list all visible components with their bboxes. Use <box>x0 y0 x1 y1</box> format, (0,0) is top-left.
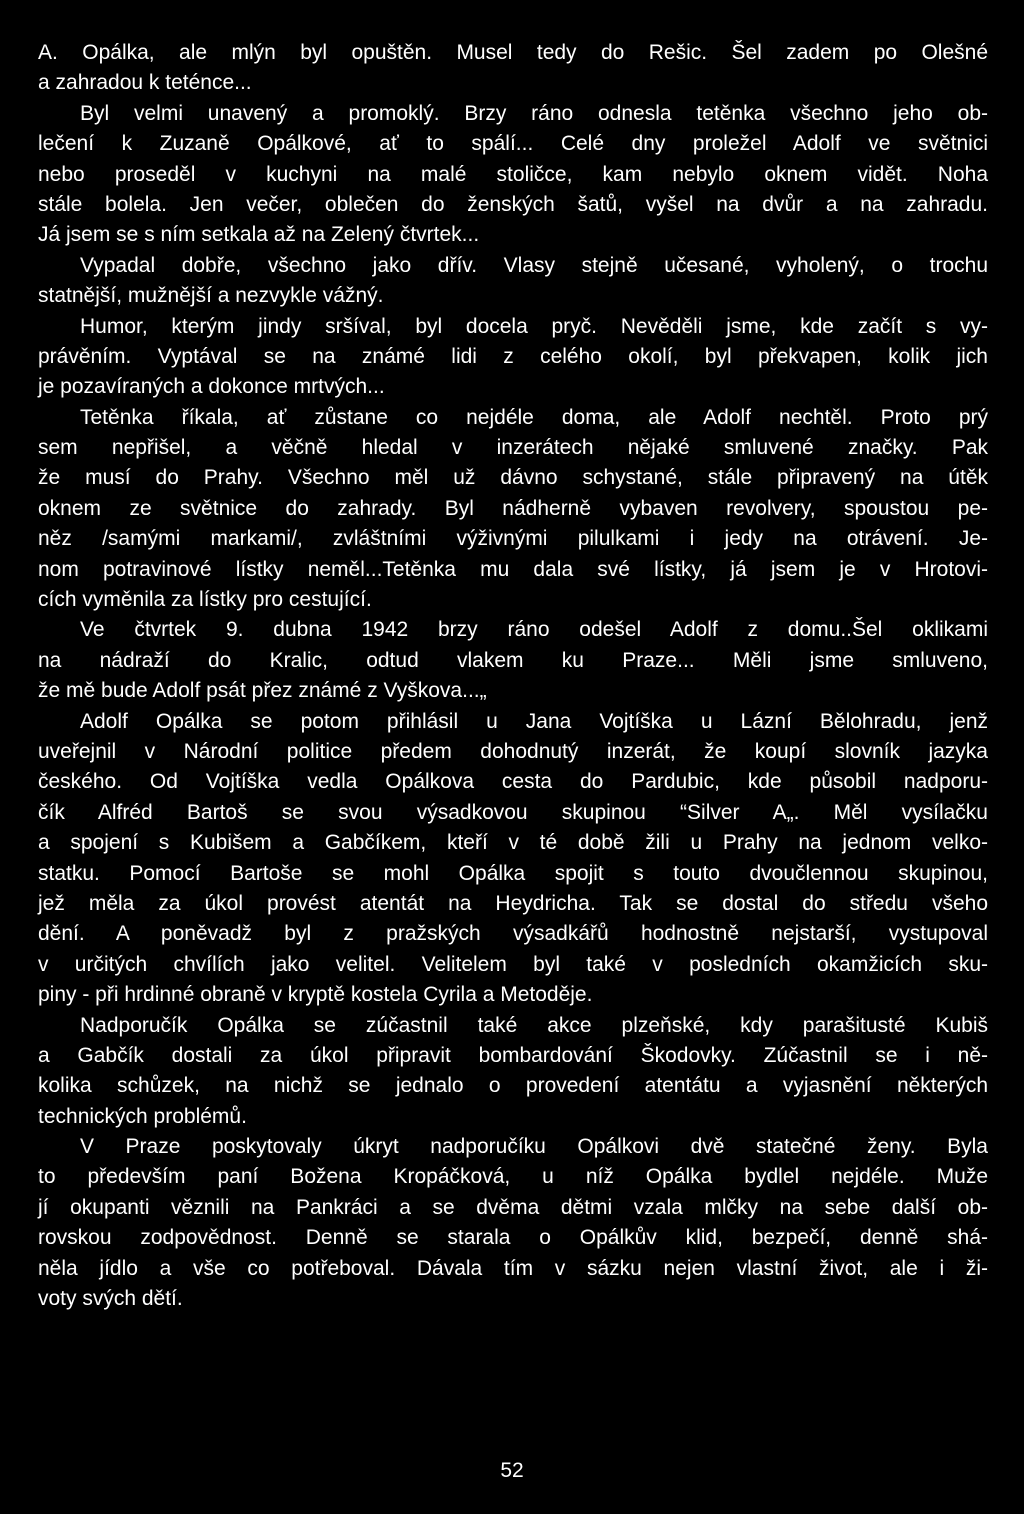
text-line: Humor, kterým jindy sršíval, byl docela pryč. Nevěděli jsme, kde začít s vy- <box>80 314 988 338</box>
text-line: a Gabčík dostali za úkol připravit bombardování Škodovky. Zúčastnil se i ně- <box>38 1043 988 1067</box>
text-line: jež měla za úkol provést atentát na Heydricha. Tak se dostal do středu všeho <box>38 891 988 915</box>
text-line: lečení k Zuzaně Opálkové, ať to spálí... Celé dny proležel Adolf ve světnici <box>38 132 988 156</box>
text-line: statku. Pomocí Bartoše se mohl Opálka spojit s touto dvoučlennou skupinou, <box>38 861 988 885</box>
text-line: českého. Od Vojtíška vedla Opálkova cesta do Pardubic, kde působil nadporu- <box>38 770 988 794</box>
text-line: voty svých dětí. <box>38 1287 183 1311</box>
text-line: sem nepřišel, a věčně hledal v inzerátech nějaké smluvené značky. Pak <box>38 436 988 460</box>
text-line: Adolf Opálka se potom přihlásil u Jana Vojtíška u Lázní Bělohradu, jenž <box>80 709 988 733</box>
text-line: oknem ze světnice do zahrady. Byl nádherně vybaven revolvery, spoustou pe- <box>38 496 988 520</box>
text-line: v určitých chvílích jako velitel. Velitelem byl také v posledních okamžicích sku- <box>38 952 988 976</box>
text-line: něla jídlo a vše co potřeboval. Dávala tím v sázku nejen vlastní život, ale i ži- <box>38 1256 988 1280</box>
text-line: jí okupanti věznili na Pankráci a se dvěma dětmi vzala mlčky na sebe další ob- <box>38 1195 988 1219</box>
text-line: Já jsem se s ním setkala až na Zelený čtvrtek... <box>38 223 480 247</box>
text-line: kolika schůzek, na nichž se jednalo o provedení atentátu a vyjasnění některých <box>38 1074 988 1098</box>
text-line: právěním. Vyptával se na známé lidi z celého okolí, byl překvapen, kolik jich <box>38 344 988 368</box>
text-line: uveřejnil v Národní politice předem dohodnutý inzerát, že koupí slovník jazyka <box>38 739 988 763</box>
text-line: Ve čtvrtek 9. dubna 1942 brzy ráno odešel Adolf z domu..Šel oklikami <box>80 618 988 642</box>
text-line: statnější, mužnější a nezvykle vážný. <box>38 284 384 308</box>
text-line: dění. A poněvadž byl z pražských výsadkářů hodnostně nejstarší, vystupoval <box>38 922 988 946</box>
text-line: je pozavíraných a dokonce mrtvých... <box>38 375 385 399</box>
text-line: nebo proseděl v kuchyni na malé stoličce, kam nebylo oknem vidět. Noha <box>38 162 988 186</box>
text-line: technických problémů. <box>38 1104 247 1128</box>
text-line: piny - při hrdinné obraně v kryptě kostela Cyrila a Metoděje. <box>38 983 593 1007</box>
text-line: Vypadal dobře, všechno jako dřív. Vlasy stejně učesané, vyholený, o trochu <box>80 253 988 277</box>
body-text <box>38 38 988 1314</box>
text-line: nom potravinové lístky neměl...Tetěnka mu dala své lístky, já jsem je v Hrotovi- <box>38 557 988 581</box>
text-line: cích vyměnila za lístky pro cestující. <box>38 588 372 612</box>
text-line: a zahradou k teténce... <box>38 71 252 95</box>
text-line: Nadporučík Opálka se zúčastnil také akce plzeňské, kdy parašitusté Kubiš <box>80 1013 988 1037</box>
text-line: to především paní Božena Kropáčková, u níž Opálka bydlel nejdéle. Muže <box>38 1165 988 1189</box>
text-line: rovskou zodpovědnost. Denně se starala o Opálkův klid, bezpečí, denně shá- <box>38 1226 988 1250</box>
text-line: Tetěnka říkala, ať zůstane co nejdéle doma, ale Adolf nechtěl. Proto prý <box>80 405 988 429</box>
text-line: stále bolela. Jen večer, oblečen do ženských šatů, vyšel na dvůr a na zahradu. <box>38 192 988 216</box>
text-line: V Praze poskytovaly úkryt nadporučíku Opálkovi dvě statečné ženy. Byla <box>80 1135 988 1159</box>
text-line: A. Opálka, ale mlýn byl opuštěn. Musel tedy do Rešic. Šel zadem po Olešné <box>38 41 988 64</box>
text-line: na nádraží do Kralic, odtud vlakem ku Praze... Měli jsme smluveno, <box>38 648 988 672</box>
text-line: že mě bude Adolf psát přez známé z Vyškova...„ <box>38 679 487 703</box>
text-line: něz /samými markami/, zvláštními výživnými pilulkami i jedy na otrávení. Je- <box>38 527 988 551</box>
text-line: že musí do Prahy. Všechno měl už dávno schystané, stále připravený na útěk <box>38 466 988 490</box>
text-line: Byl velmi unavený a promoklý. Brzy ráno odnesla tetěnka všechno jeho ob- <box>80 101 988 125</box>
text-line: a spojení s Kubišem a Gabčíkem, kteří v té době žili u Prahy na jednom velko- <box>38 831 988 855</box>
page-number: 52 <box>500 1459 524 1482</box>
text-line: čík Alfréd Bartoš se svou výsadkovou skupinou “Silver A„. Měl vysílačku <box>38 800 988 824</box>
